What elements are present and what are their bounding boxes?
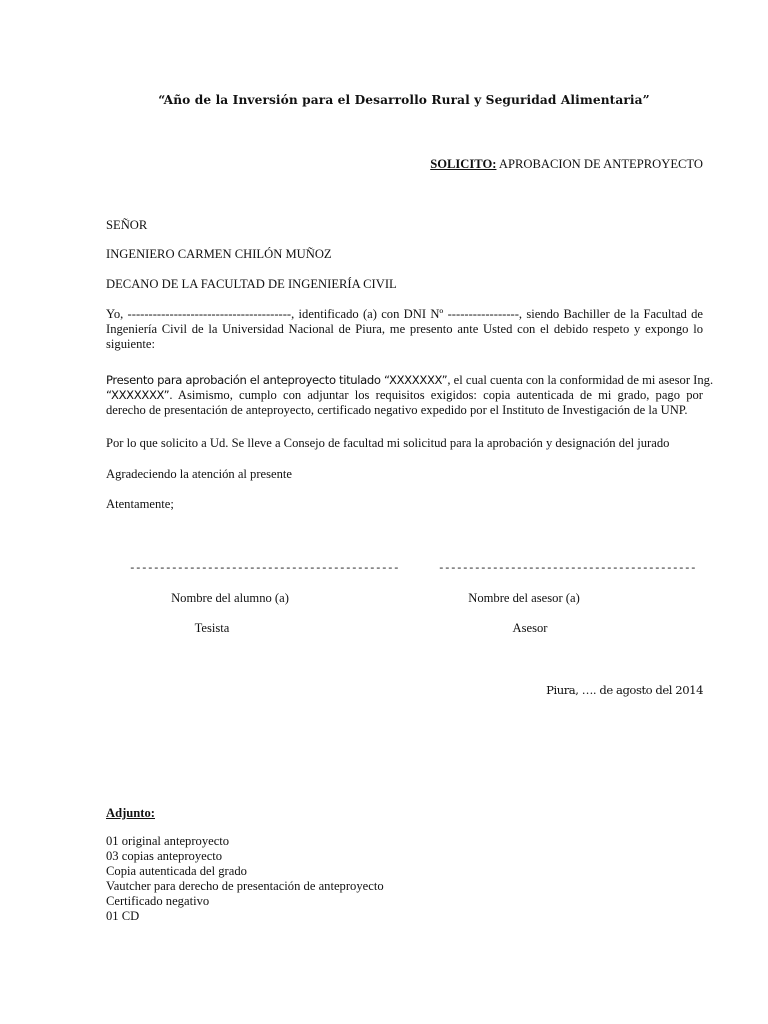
paragraph-petition: Por lo que solicito a Ud. Se lleve a Consejo de facultad mi solicitud para la aprobación y designación del jurado [106,436,670,450]
advisor-name-label: Nombre del asesor (a) [468,591,580,605]
attachment-item: Copia autenticada del grado [106,864,247,878]
advisor-signature-line: ------------------------------------------- [438,563,697,575]
advisor-conformity-text: , el cual cuenta con la conformidad de mi asesor Ing. [447,373,714,387]
attachment-item: 01 CD [106,909,140,923]
paragraph-introduction-line: Yo, ---------------------------------------, identificado (a) con DNI Nº -----------------, siendo Bachiller de la Facultad de [106,307,703,321]
date-line: Piura, …. de agosto del 2014 [546,683,703,697]
paragraph-introduction-line: Ingeniería Civil de la Universidad Nacional de Piura, me presento ante Usted con el debido respeto y expongo lo [106,322,703,336]
attachment-item: Vautcher para derecho de presentación de anteproyecto [106,879,384,893]
paragraph-introduction [106,307,703,352]
addressee-name: INGENIERO CARMEN CHILÓN MUÑOZ [106,247,332,261]
paragraph-request-line [106,388,703,403]
attachment-item: 01 original anteproyecto [106,834,230,848]
advisor-placeholder: “XXXXXXX” [106,388,170,402]
subject-label: SOLICITO: [430,157,497,171]
subject-value: APROBACION DE ANTEPROYECTO [496,157,703,171]
paragraph-request-line [106,373,714,388]
advisor-role-label: Asesor [512,621,548,635]
paragraph-request-line: derecho de presentación de anteproyecto, certificado negativo expedido por el Instituto de Investigación de la UNP. [106,403,688,417]
addressee-salutation: SEÑOR [106,218,148,232]
attachments-title: Adjunto: [106,806,155,820]
student-signature-line: --------------------------------------------- [129,563,400,575]
paragraph-introduction-line: siguiente: [106,337,155,351]
paragraph-request [106,373,714,418]
closing-line: Atentamente; [106,497,174,511]
attachment-item: 03 copias anteproyecto [106,849,223,863]
student-name-label: Nombre del alumno (a) [171,591,289,605]
attachments-list [106,834,384,924]
student-role-label: Tesista [194,621,230,635]
requirements-text: . Asimismo, cumplo con adjuntar los requisitos exigidos: copia autenticada de mi grado, pago por [169,388,703,402]
subject-line [430,157,703,172]
project-title-text: Presento para aprobación el anteproyecto titulado “XXXXXXX” [106,373,448,387]
attachment-item: Certificado negativo [106,894,210,908]
thanks-line: Agradeciendo la atención al presente [106,467,293,481]
year-motto: “Año de la Inversión para el Desarrollo Rural y Seguridad Alimentaria” [158,93,650,107]
addressee-position: DECANO DE LA FACULTAD DE INGENIERÍA CIVIL [106,277,397,291]
